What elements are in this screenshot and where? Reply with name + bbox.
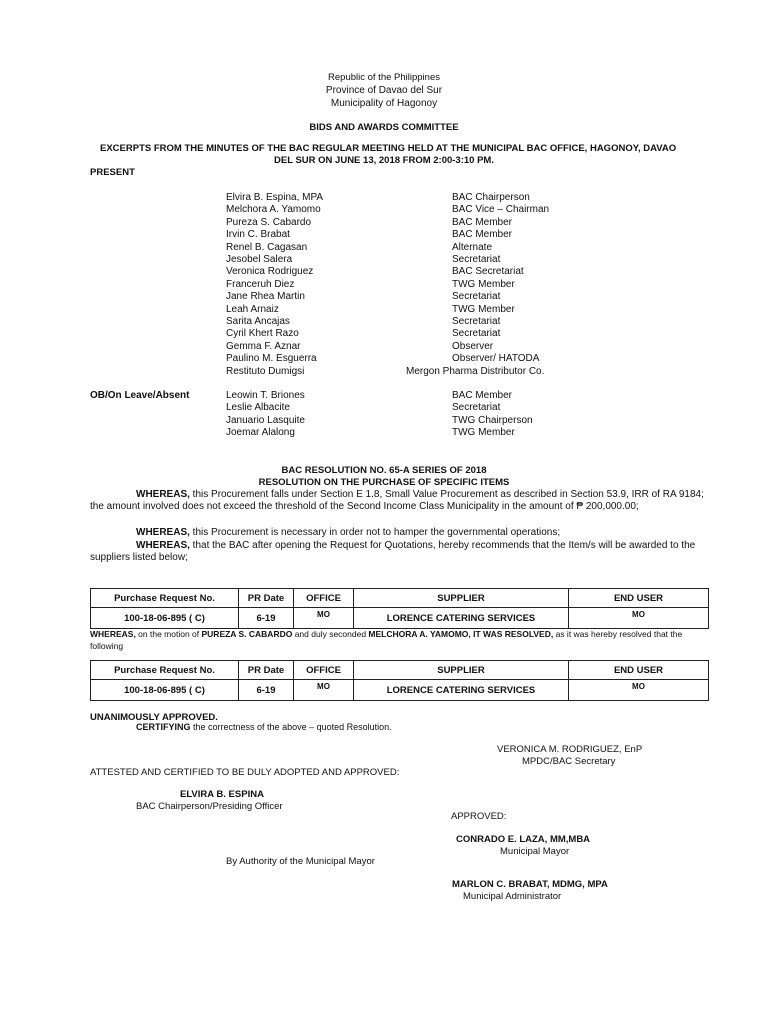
header-republic: Republic of the Philippines bbox=[328, 72, 440, 83]
member-role: BAC Chairperson bbox=[452, 192, 530, 203]
member-role: TWG Member bbox=[452, 278, 515, 290]
member-role: TWG Chairperson bbox=[452, 414, 533, 426]
member-role: BAC Member bbox=[452, 229, 513, 241]
present-label: PRESENT bbox=[90, 167, 135, 178]
header-municipality: Municipality of Hagonoy bbox=[330, 98, 438, 109]
procurement-table-1 bbox=[90, 588, 709, 629]
procurement-table-2 bbox=[90, 660, 709, 701]
pr-date-cell: 6-19 bbox=[239, 608, 294, 629]
member-role: Observer/ HATODA bbox=[452, 353, 540, 365]
member-role: TWG Member bbox=[452, 427, 515, 439]
motion-text: as it was hereby resolved that the following bbox=[90, 629, 683, 651]
chair-title: BAC Chairperson/Presiding Officer bbox=[136, 801, 283, 812]
excerpt-line1: EXCERPTS FROM THE MINUTES OF THE BAC REGULAR MEETING HELD AT THE MUNICIPAL BAC OFFICE, HAGONOY, DAVAO bbox=[100, 143, 677, 154]
member-role: Secretariat bbox=[452, 291, 501, 303]
attested-statement: ATTESTED AND CERTIFIED TO BE DULY ADOPTED AND APPROVED: bbox=[90, 767, 400, 778]
whereas-label: WHEREAS, bbox=[90, 629, 136, 639]
member-name: Irvin C. Brabat bbox=[226, 229, 290, 241]
absent-label: OB/On Leave/Absent bbox=[90, 390, 190, 401]
header-cell: Purchase Request No. bbox=[91, 661, 239, 680]
member-name: Melchora A. Yamomo bbox=[226, 204, 321, 216]
member-name: Leowin T. Briones bbox=[226, 390, 305, 401]
whereas-label: WHEREAS, bbox=[136, 540, 190, 551]
header-cell: OFFICE bbox=[294, 661, 354, 680]
whereas-label: WHEREAS, bbox=[136, 527, 190, 538]
secretary-name: VERONICA M. RODRIGUEZ, EnP bbox=[497, 744, 643, 755]
authority-line: By Authority of the Municipal Mayor bbox=[226, 856, 375, 867]
resolution-subject: RESOLUTION ON THE PURCHASE OF SPECIFIC ITEMS bbox=[258, 477, 510, 488]
supplier-cell: LORENCE CATERING SERVICES bbox=[354, 608, 569, 629]
header-cell: PR Date bbox=[239, 589, 294, 608]
excerpt-line2: DEL SUR ON JUNE 13, 2018 FROM 2:00-3:10 PM. bbox=[274, 155, 494, 166]
table-header-row bbox=[91, 589, 709, 608]
member-role: Secretariat bbox=[452, 402, 501, 414]
motion-text: on the motion of bbox=[135, 629, 202, 639]
table-row bbox=[91, 608, 709, 629]
member-role: Alternate bbox=[452, 241, 493, 253]
admin-title: Municipal Administrator bbox=[463, 891, 562, 902]
mover-name: PUREZA S. CABARDO bbox=[201, 629, 293, 639]
member-role: Secretariat bbox=[452, 316, 501, 327]
member-name: Jesobel Salera bbox=[226, 254, 293, 265]
member-name: Joemar Alalong bbox=[226, 427, 295, 439]
member-role: BAC Vice – Chairman bbox=[452, 204, 550, 216]
whereas-paragraph-1 bbox=[90, 489, 710, 514]
pr-date-cell: 6-19 bbox=[239, 680, 294, 701]
member-role: Observer bbox=[452, 340, 494, 352]
member-role: BAC Secretariat bbox=[452, 266, 524, 278]
header-province: Province of Davao del Sur bbox=[325, 85, 443, 96]
member-name: Elvira B. Espina, MPA bbox=[226, 192, 324, 203]
member-name: Sarita Ancajas bbox=[226, 316, 290, 327]
header-cell: END USER bbox=[569, 661, 709, 680]
admin-name: MARLON C. BRABAT, MDMG, MPA bbox=[452, 879, 608, 890]
end-user-cell: MO bbox=[569, 680, 709, 701]
table-header-row bbox=[91, 661, 709, 680]
approved-label: APPROVED: bbox=[451, 811, 507, 822]
header-cell: PR Date bbox=[239, 661, 294, 680]
certifying-line bbox=[136, 722, 392, 732]
member-role: BAC Member bbox=[452, 390, 513, 401]
whereas-label: WHEREAS, bbox=[136, 489, 190, 500]
table-row bbox=[91, 680, 709, 701]
member-name: Gemma F. Aznar bbox=[226, 340, 301, 352]
member-name: Leslie Albacite bbox=[226, 402, 290, 414]
whereas-3-text: that the BAC after opening the Request for Quotations, hereby recommends that the Item/s will be awarded to the suppliers listed below; bbox=[90, 540, 696, 564]
member-name: Leah Arnaiz bbox=[226, 303, 279, 315]
mayor-name: CONRADO E. LAZA, MM,MBA bbox=[456, 834, 591, 845]
member-role: BAC Member bbox=[452, 216, 513, 228]
member-name: Renel B. Cagasan bbox=[226, 241, 308, 253]
whereas-1-text: this Procurement falls under Section E 1.8, Small Value Procurement as described in Section 53.9, IRR of RA 9184; the amount involved does not exceed the threshold of the Second Income Class Municipality in the amount of ₱ 200,000.00; bbox=[90, 489, 704, 513]
committee-title: BIDS AND AWARDS COMMITTEE bbox=[309, 122, 459, 133]
header-cell: OFFICE bbox=[294, 589, 354, 608]
pr-number-cell: 100-18-06-895 ( C) bbox=[91, 680, 239, 701]
motion-paragraph bbox=[90, 628, 710, 652]
member-name: Jane Rhea Martin bbox=[226, 291, 305, 303]
pr-number-cell: 100-18-06-895 ( C) bbox=[91, 608, 239, 629]
header-cell: SUPPLIER bbox=[354, 661, 569, 680]
member-role: Mergon Pharma Distributor Co. bbox=[406, 365, 545, 377]
member-role: Secretariat bbox=[452, 328, 501, 340]
header-cell: Purchase Request No. bbox=[91, 589, 239, 608]
whereas-paragraph-3 bbox=[90, 540, 710, 565]
unanimously-approved: UNANIMOUSLY APPROVED. bbox=[90, 712, 218, 723]
certifying-text: the correctness of the above – quoted Resolution. bbox=[190, 722, 392, 732]
member-name: Januario Lasquite bbox=[226, 414, 305, 426]
office-cell: MO bbox=[294, 608, 354, 629]
member-name: Franceruh Diez bbox=[226, 278, 295, 290]
member-name: Restituto Dumigsi bbox=[226, 365, 305, 377]
secretary-title: MPDC/BAC Secretary bbox=[522, 756, 616, 767]
member-name: Pureza S. Cabardo bbox=[226, 216, 312, 228]
resolution-number: BAC RESOLUTION NO. 65-A SERIES OF 2018 bbox=[281, 465, 487, 476]
chair-name: ELVIRA B. ESPINA bbox=[180, 789, 264, 800]
mayor-title: Municipal Mayor bbox=[500, 846, 570, 857]
member-name: Paulino M. Esguerra bbox=[226, 353, 317, 365]
seconder-name: MELCHORA A. YAMOMO, IT WAS RESOLVED, bbox=[368, 629, 554, 639]
header-cell: SUPPLIER bbox=[354, 589, 569, 608]
whereas-paragraph-2 bbox=[90, 527, 710, 539]
supplier-cell: LORENCE CATERING SERVICES bbox=[354, 680, 569, 701]
member-role: TWG Member bbox=[452, 303, 515, 315]
member-name: Cyril Khert Razo bbox=[226, 328, 299, 340]
member-name: Veronica Rodriguez bbox=[226, 266, 314, 278]
member-role: Secretariat bbox=[452, 254, 501, 265]
whereas-2-text: this Procurement is necessary in order not to hamper the governmental operations; bbox=[189, 527, 561, 538]
end-user-cell: MO bbox=[569, 608, 709, 629]
certifying-word: CERTIFYING bbox=[136, 722, 191, 732]
office-cell: MO bbox=[294, 680, 354, 701]
header-cell: END USER bbox=[569, 589, 709, 608]
motion-text: and duly seconded bbox=[292, 629, 369, 639]
